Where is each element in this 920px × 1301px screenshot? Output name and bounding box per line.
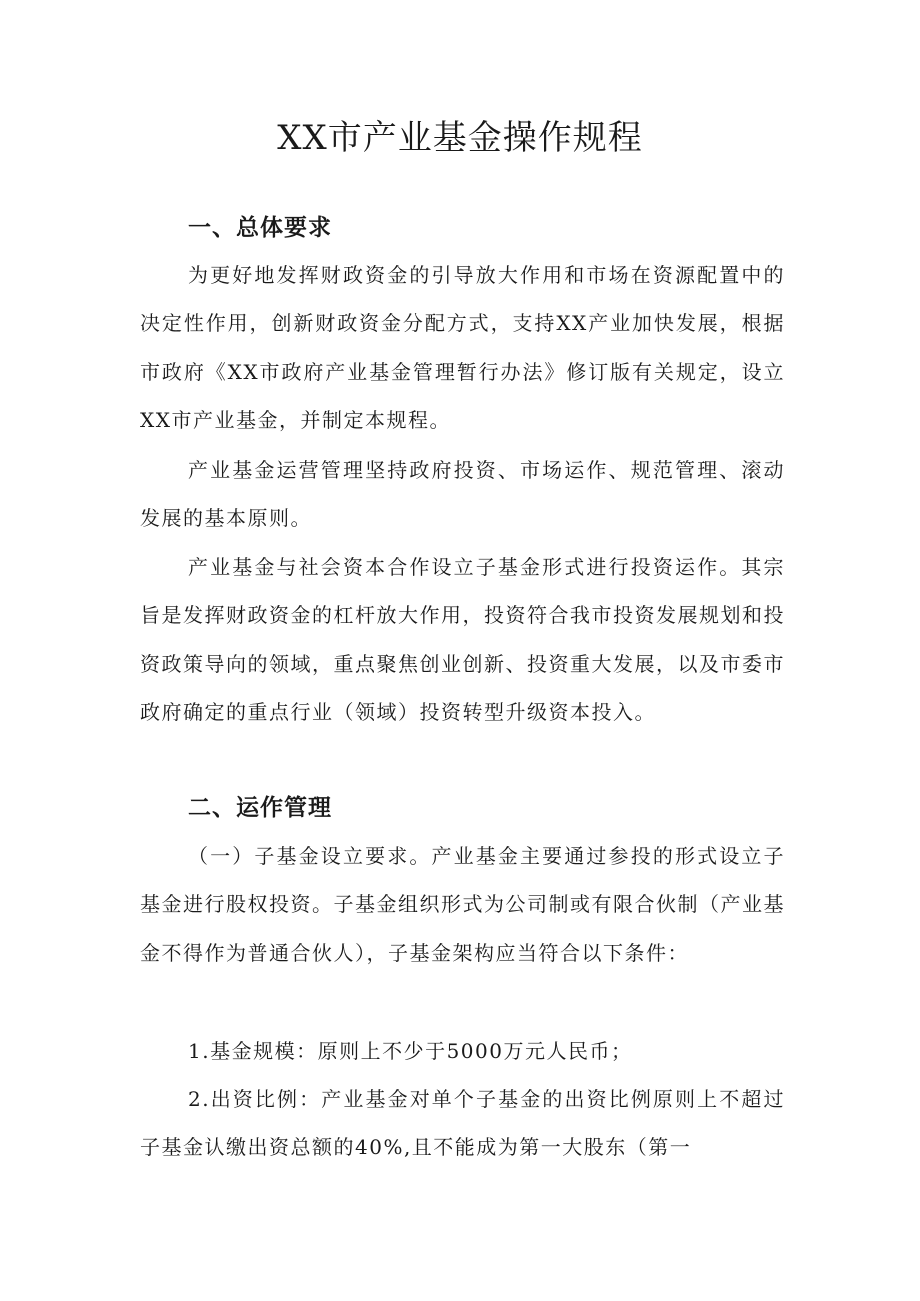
section-heading-general-requirements: 一、总体要求 bbox=[188, 215, 332, 241]
paragraph-principles: 产业基金运营管理坚持政府投资、市场运作、规范管理、滚动发展的基本原则。 bbox=[140, 458, 785, 531]
section-heading-operation-management: 二、运作管理 bbox=[188, 795, 332, 821]
paragraph-contribution-ratio: 2.出资比例：产业基金对单个子基金的出资比例原则上不超过子基金认缴出资总额的40%,且不能成为第一大股东（第一 bbox=[140, 1087, 785, 1160]
paragraph-purpose: 为更好地发挥财政资金的引导放大作用和市场在资源配置中的决定性作用，创新财政资金分配方式，支持XX产业加快发展，根据市政府《XX市政府产业基金管理暂行办法》修订版有关规定，设立XX市产业基金，并制定本规程。 bbox=[140, 263, 785, 433]
paragraph-fund-scale: 1.基金规模：原则上不少于5000万元人民币； bbox=[188, 1039, 633, 1063]
paragraph-operation-mode: 产业基金与社会资本合作设立子基金形式进行投资运作。其宗旨是发挥财政资金的杠杆放大作用，投资符合我市投资发展规划和投资政策导向的领域，重点聚焦创业创新、投资重大发展，以及市委市政府确定的重点行业（领域）投资转型升级资本投入。 bbox=[140, 555, 785, 725]
paragraph-sub-fund-requirements: （一）子基金设立要求。产业基金主要通过参投的形式设立子基金进行股权投资。子基金组织形式为公司制或有限合伙制（产业基金不得作为普通合伙人），子基金架构应当符合以下条件： bbox=[140, 844, 785, 965]
document-title: XX市产业基金操作规程 bbox=[277, 118, 643, 158]
